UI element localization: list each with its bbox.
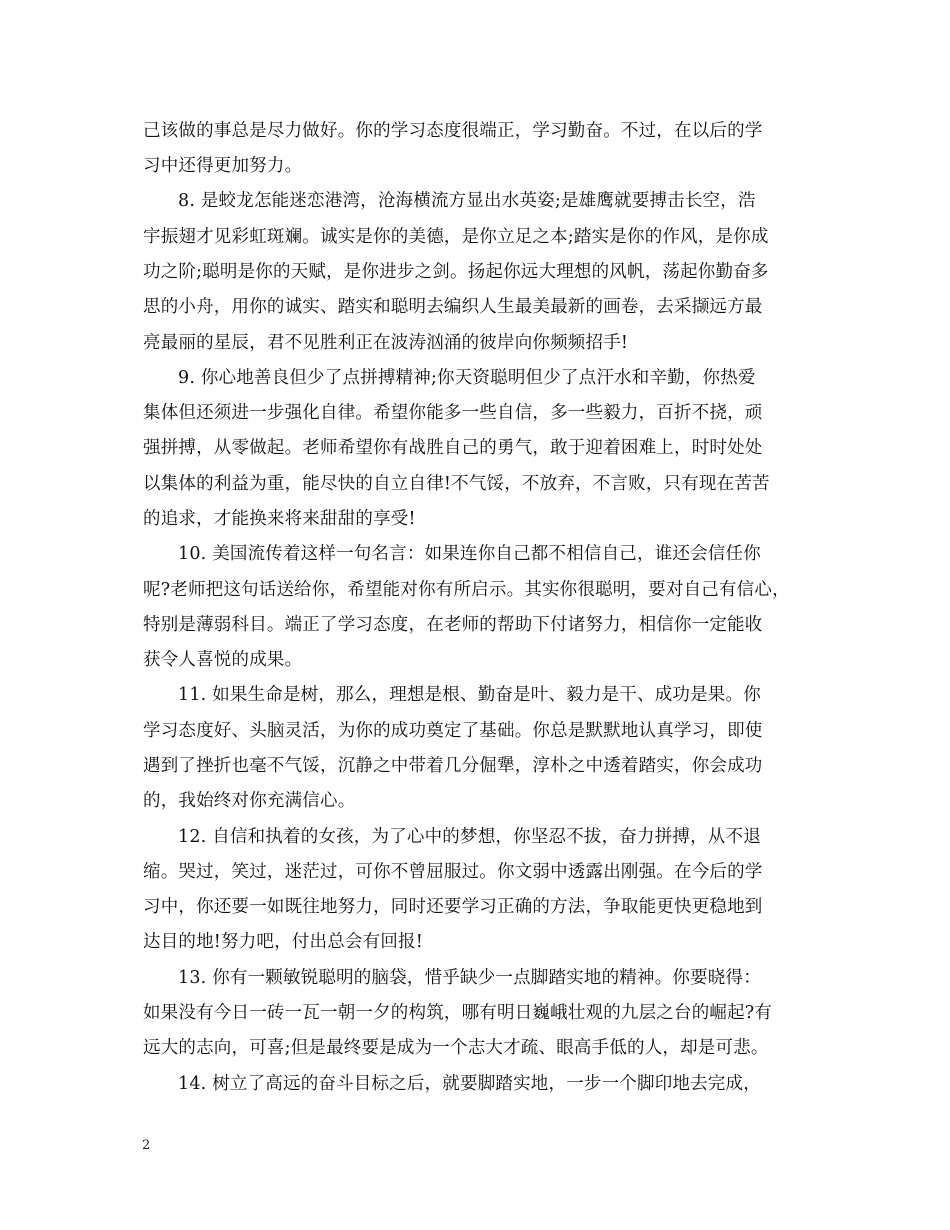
text-line: 学习态度好、头脑灵活，为你的成功奠定了基础。你总是默默地认真学习，即使 [143,721,763,741]
text-line: 缩。哭过，笑过，迷茫过，可你不曾屈服过。你文弱中透露出刚强。在今后的学 [143,862,763,882]
text-line: 集体但还须进一步强化自律。希望你能多一些自信，多一些毅力，百折不挠，顽 [143,403,763,423]
text-line: 的，我始终对你充满信心。 [143,791,356,811]
text-line: 呢?老师把这句话送给你，希望能对你有所启示。其实你很聪明，要对自己有信心， [143,580,790,600]
text-line: 功之阶;聪明是你的天赋，是你进步之剑。扬起你远大理想的风帆，荡起你勤奋多 [143,262,769,282]
text-line: 远大的志向，可喜;但是最终要是成为一个志大才疏、眼高手低的人，却是可悲。 [143,1038,769,1058]
text-line: 的追求，才能换来将来甜甜的享受! [143,509,416,529]
text-line: 特别是薄弱科目。端正了学习态度，在老师的帮助下付诸努力，相信你一定能收 [143,615,763,635]
paragraph-14-start: 14. 树立了高远的奋斗目标之后，就要脚踏实地，一步一个脚印地去完成， [178,1074,761,1094]
paragraph-9-start: 9. 你心地善良但少了点拼搏精神;你天资聪明但少了点汗水和辛勤，你热爱 [178,368,756,388]
text-line: 宇振翅才见彩虹斑斓。诚实是你的美德，是你立足之本;踏实是你的作风，是你成 [143,227,769,247]
text-line: 亮最丽的星辰，君不见胜利正在波涛汹涌的彼岸向你频频招手! [143,333,629,353]
text-line: 遇到了挫折也毫不气馁，沉静之中带着几分倔犟，淳朴之中透着踏实，你会成功 [143,756,763,776]
text-line: 习中还得更加努力。 [143,156,303,176]
text-line: 以集体的利益为重，能尽快的自立自律!不气馁，不放弃，不言败，只有现在苦苦 [143,474,770,494]
text-line: 习中，你还要一如既往地努力，同时还要学习正确的方法，争取能更快更稳地到 [143,897,763,917]
text-line: 己该做的事总是尽力做好。你的学习态度很端正，学习勤奋。不过，在以后的学 [143,121,763,141]
text-line: 思的小舟，用你的诚实、踏实和聪明去编织人生最美最新的画卷，去采撷远方最 [143,297,763,317]
paragraph-10-start: 10. 美国流传着这样一句名言：如果连你自己都不相信自己，谁还会信任你 [178,544,761,564]
text-line: 如果没有今日一砖一瓦一朝一夕的构筑，哪有明日巍峨壮观的九层之台的崛起?有 [143,1003,773,1023]
paragraph-12-start: 12. 自信和执着的女孩，为了心中的梦想，你坚忍不拔，奋力拼搏，从不退 [178,827,761,847]
page-number: 2 [142,1138,151,1153]
paragraph-8-start: 8. 是蛟龙怎能迷恋港湾，沧海横流方显出水英姿;是雄鹰就要搏击长空，浩 [178,191,756,211]
text-line: 强拼搏，从零做起。老师希望你有战胜自己的勇气，敢于迎着困难上，时时处处 [143,438,763,458]
paragraph-11-start: 11. 如果生命是树，那么，理想是根、勤奋是叶、毅力是干、成功是果。你 [178,685,761,705]
paragraph-13-start: 13. 你有一颗敏锐聪明的脑袋，惜乎缺少一点脚踏实地的精神。你要晓得： [178,968,761,988]
text-line: 达目的地!努力吧，付出总会有回报! [143,932,423,952]
text-line: 获令人喜悦的成果。 [143,650,303,670]
